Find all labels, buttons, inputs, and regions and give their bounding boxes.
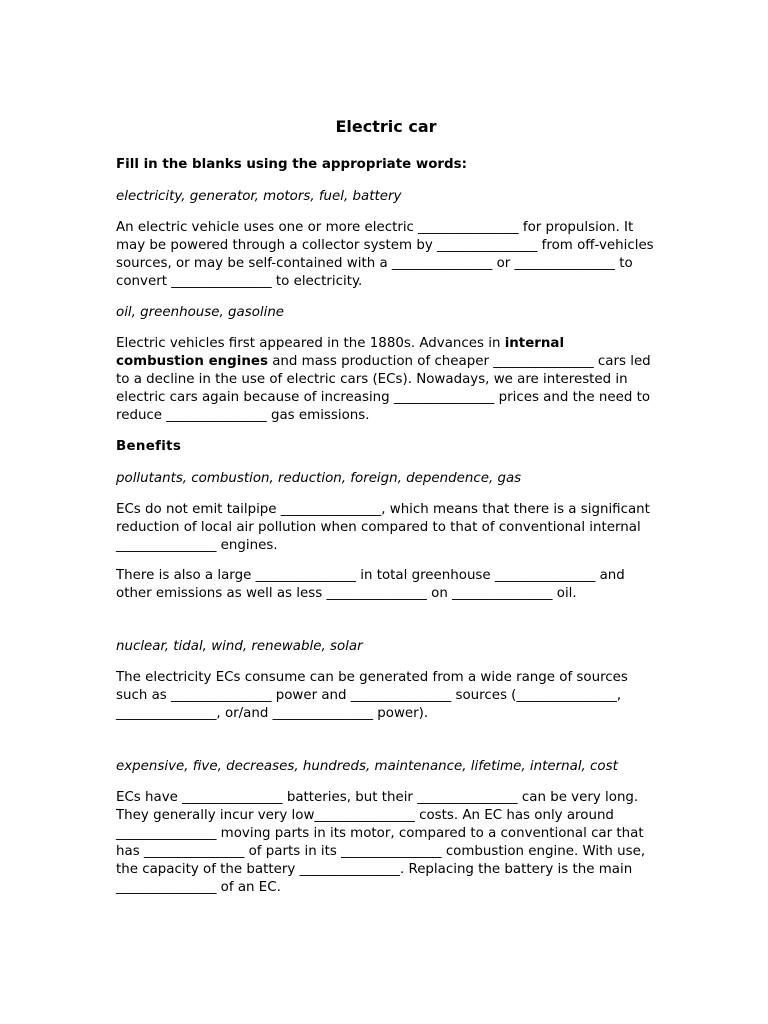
instruction-heading: Fill in the blanks using the appropriate words: <box>116 157 467 172</box>
word-bank-2: oil, greenhouse, gasoline <box>116 305 285 320</box>
benefits-heading: Benefits <box>116 439 182 454</box>
paragraph-3: ECs do not emit tailpipe _______________, which means that there is a significant reduction of local air pollution when compared to that of conventional internal _______________ engines. <box>116 502 650 553</box>
word-bank-3: pollutants, combustion, reduction, foreign, dependence, gas <box>116 471 522 486</box>
paragraph-5: The electricity ECs consume can be generated from a wide range of sources such as _______________ power and _______________ sources (_______________, _______________, or/and _______________ power). <box>116 670 628 721</box>
word-bank-5: expensive, five, decreases, hundreds, maintenance, lifetime, internal, cost <box>116 759 618 774</box>
paragraph-2-bold: internal combustion engines <box>116 336 565 369</box>
document-title: Electric car <box>335 117 437 136</box>
document-content <box>116 116 656 909</box>
paragraph-2-end: and mass production of cheaper _______________ cars led to a decline in the use of electric cars (ECs). Nowadays, we are interested in electric cars again because of increasing _______________ prices and the need to reduce _______________ gas emissions. <box>116 354 651 423</box>
paragraph-4: There is also a large _______________ in total greenhouse _______________ and other emissions as well as less _______________ on _______________ oil. <box>116 568 625 601</box>
word-bank-4: nuclear, tidal, wind, renewable, solar <box>116 639 363 654</box>
paragraph-1: An electric vehicle uses one or more electric _______________ for propulsion. It may be powered through a collector system by _______________ from off-vehicles sources, or may be self-contained with a _______________ or _______________ to convert _______________ to electricity. <box>116 220 654 289</box>
spacer <box>116 735 656 757</box>
paragraph-2-start: Electric vehicles first appeared in the 1880s. Advances in <box>116 336 505 351</box>
paragraph-2 <box>116 335 656 425</box>
word-bank-1: electricity, generator, motors, fuel, battery <box>116 189 402 204</box>
spacer <box>116 615 656 637</box>
paragraph-6: ECs have _______________ batteries, but their _______________ can be very long. They generally incur very low_______________ costs. An EC has only around _______________ moving parts in its motor, compared to a conventional car that has _______________ of parts in its _______________ combustion engine. With use, the capacity of the battery _______________. Replacing the battery is the main _______________ of an EC. <box>116 790 646 895</box>
